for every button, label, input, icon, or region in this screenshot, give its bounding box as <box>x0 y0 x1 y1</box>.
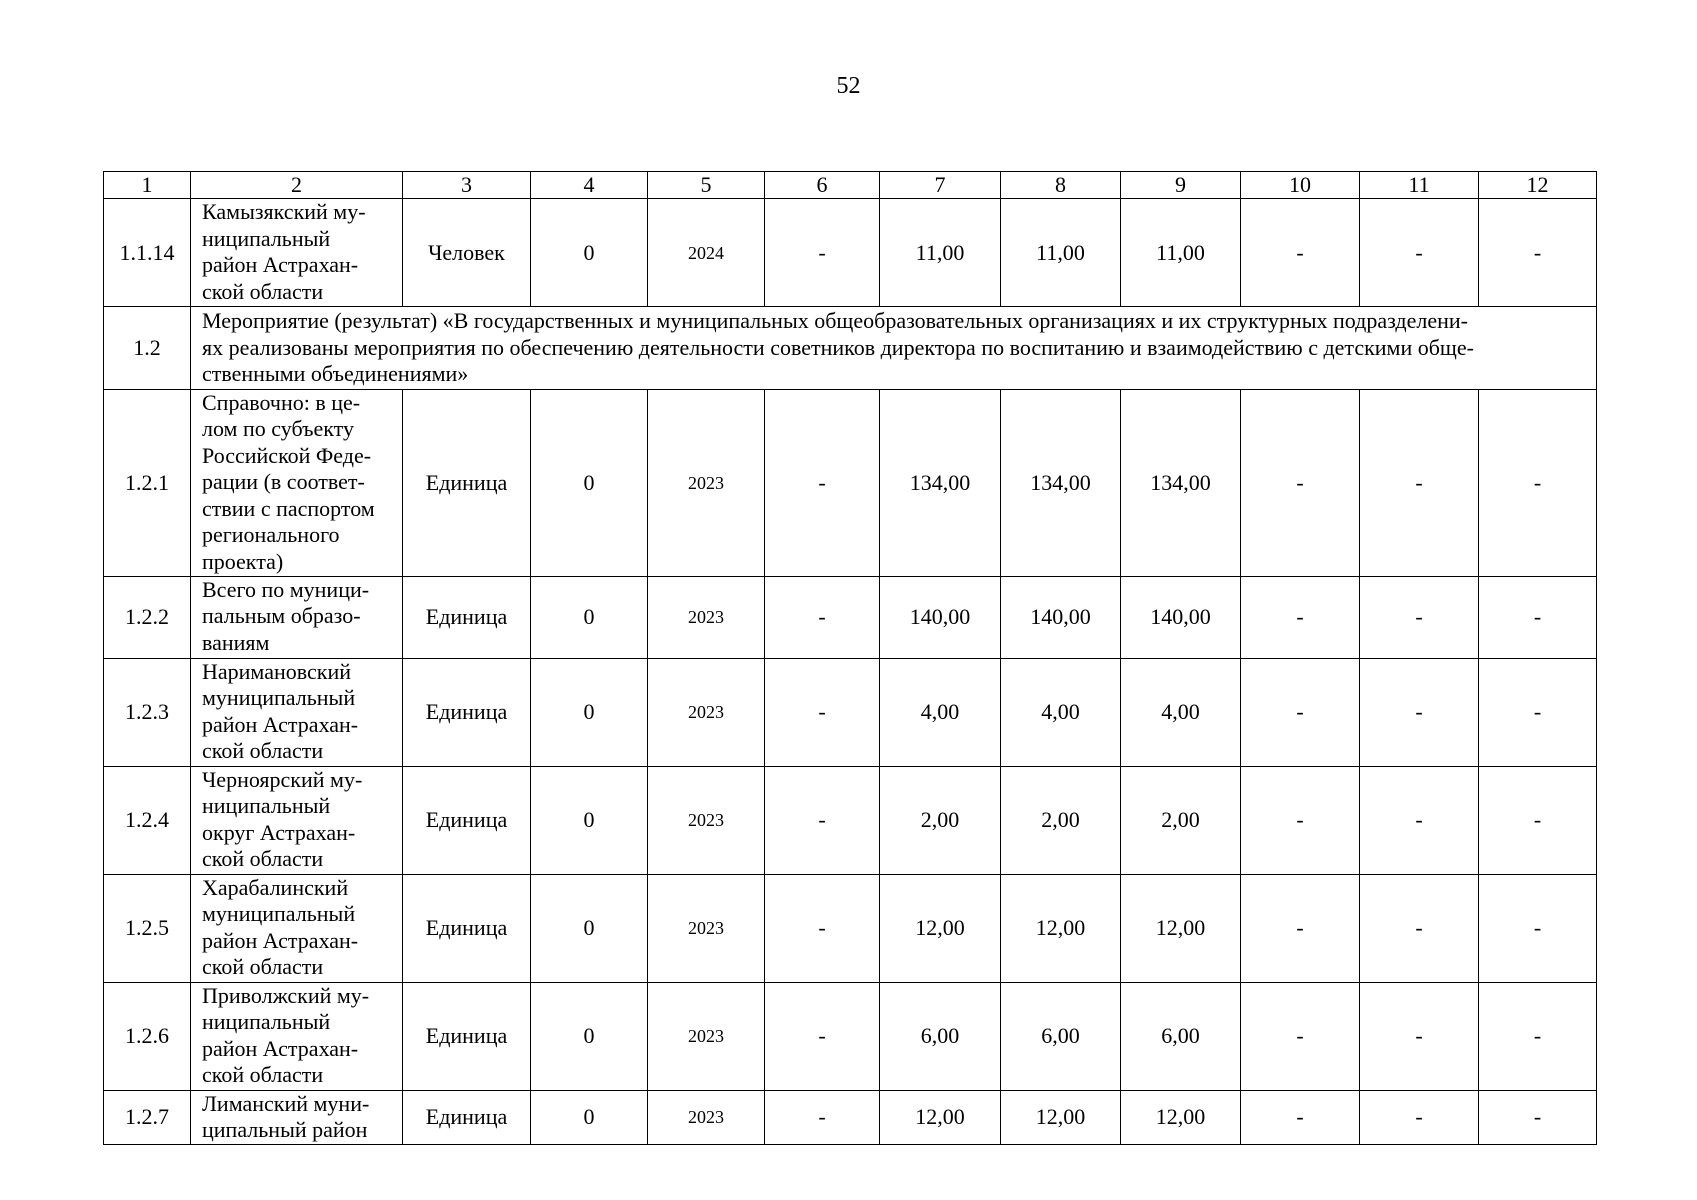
col7-value-cell: 11,00 <box>880 199 1001 307</box>
table-row <box>104 389 1597 576</box>
row-number-cell: 1.1.14 <box>104 199 191 307</box>
base-value-cell: 0 <box>531 389 648 576</box>
unit-cell: Единица <box>403 389 531 576</box>
unit-cell: Человек <box>403 199 531 307</box>
col9-value-cell: 6,00 <box>1121 982 1241 1090</box>
col8-value-cell: 4,00 <box>1001 658 1121 766</box>
column-number-row <box>104 172 1597 199</box>
row-number-cell: 1.2.4 <box>104 766 191 874</box>
col6-cell: - <box>765 982 880 1090</box>
base-value-cell: 0 <box>531 199 648 307</box>
col6-cell: - <box>765 874 880 982</box>
unit-cell: Единица <box>403 766 531 874</box>
col6-cell: - <box>765 389 880 576</box>
col12-cell: - <box>1479 982 1597 1090</box>
row-number-cell: 1.2.5 <box>104 874 191 982</box>
table-row <box>104 982 1597 1090</box>
table-row <box>104 576 1597 658</box>
col9-value-cell: 2,00 <box>1121 766 1241 874</box>
page-number: 52 <box>836 73 861 99</box>
col12-cell: - <box>1479 199 1597 307</box>
col10-cell: - <box>1241 766 1360 874</box>
indicator-name-cell: Лиманский муни- ципальный район <box>191 1090 403 1144</box>
col7-value-cell: 134,00 <box>880 389 1001 576</box>
col8-value-cell: 12,00 <box>1001 874 1121 982</box>
unit-cell: Единица <box>403 576 531 658</box>
col12-cell: - <box>1479 389 1597 576</box>
col7-value-cell: 4,00 <box>880 658 1001 766</box>
column-number: 12 <box>1479 172 1597 199</box>
unit-cell: Единица <box>403 874 531 982</box>
row-number-cell: 1.2.7 <box>104 1090 191 1144</box>
col7-value-cell: 6,00 <box>880 982 1001 1090</box>
indicator-name-cell: Приволжский му- ниципальный район Астрахан- ской области <box>191 982 403 1090</box>
col12-cell: - <box>1479 874 1597 982</box>
indicator-name-cell: Камызякский му- ниципальный район Астрахан- ской области <box>191 199 403 307</box>
col8-value-cell: 6,00 <box>1001 982 1121 1090</box>
column-number: 1 <box>104 172 191 199</box>
column-number: 11 <box>1360 172 1479 199</box>
col10-cell: - <box>1241 199 1360 307</box>
indicator-name-cell: Всего по муници- пальным образо- ваниям <box>191 576 403 658</box>
col8-value-cell: 134,00 <box>1001 389 1121 576</box>
table-row <box>104 766 1597 874</box>
column-number: 6 <box>765 172 880 199</box>
col6-cell: - <box>765 658 880 766</box>
table-row <box>104 199 1597 307</box>
base-year-cell: 2023 <box>648 1090 765 1144</box>
indicator-name-cell: Черноярский му- ниципальный округ Астрахан- ской области <box>191 766 403 874</box>
table-row <box>104 874 1597 982</box>
col9-value-cell: 140,00 <box>1121 576 1241 658</box>
col11-cell: - <box>1360 766 1479 874</box>
col10-cell: - <box>1241 658 1360 766</box>
column-number: 4 <box>531 172 648 199</box>
col6-cell: - <box>765 199 880 307</box>
col8-value-cell: 2,00 <box>1001 766 1121 874</box>
row-number-cell: 1.2.6 <box>104 982 191 1090</box>
col6-cell: - <box>765 1090 880 1144</box>
col11-cell: - <box>1360 1090 1479 1144</box>
col10-cell: - <box>1241 1090 1360 1144</box>
col12-cell: - <box>1479 1090 1597 1144</box>
column-number: 8 <box>1001 172 1121 199</box>
col10-cell: - <box>1241 576 1360 658</box>
column-number: 10 <box>1241 172 1360 199</box>
unit-cell: Единица <box>403 1090 531 1144</box>
col11-cell: - <box>1360 982 1479 1090</box>
section-title-cell: Мероприятие (результат) «В государственных и муниципальных общеобразовательных организациях и их структурных подразделени- ях реализованы мероприятия по обеспечению деятельности советников директора по воспитанию и взаимодействию с детскими обще- ственными объединениями» <box>191 307 1597 390</box>
row-number-cell: 1.2.2 <box>104 576 191 658</box>
col10-cell: - <box>1241 982 1360 1090</box>
unit-cell: Единица <box>403 982 531 1090</box>
base-year-cell: 2023 <box>648 874 765 982</box>
col12-cell: - <box>1479 658 1597 766</box>
section-row <box>104 307 1597 390</box>
col7-value-cell: 12,00 <box>880 874 1001 982</box>
indicator-name-cell: Харабалинский муниципальный район Астрахан- ской области <box>191 874 403 982</box>
row-number-cell: 1.2.1 <box>104 389 191 576</box>
column-number: 2 <box>191 172 403 199</box>
col10-cell: - <box>1241 389 1360 576</box>
col7-value-cell: 2,00 <box>880 766 1001 874</box>
col9-value-cell: 11,00 <box>1121 199 1241 307</box>
base-year-cell: 2023 <box>648 389 765 576</box>
col8-value-cell: 11,00 <box>1001 199 1121 307</box>
col11-cell: - <box>1360 389 1479 576</box>
col9-value-cell: 12,00 <box>1121 1090 1241 1144</box>
base-year-cell: 2023 <box>648 766 765 874</box>
row-number-cell: 1.2.3 <box>104 658 191 766</box>
indicator-name-cell: Справочно: в це- лом по субъекту Российской Феде- рации (в соответ- ствии с паспортом регионального проекта) <box>191 389 403 576</box>
base-year-cell: 2024 <box>648 199 765 307</box>
unit-cell: Единица <box>403 658 531 766</box>
col9-value-cell: 134,00 <box>1121 389 1241 576</box>
col7-value-cell: 12,00 <box>880 1090 1001 1144</box>
column-number: 7 <box>880 172 1001 199</box>
column-number: 9 <box>1121 172 1241 199</box>
col11-cell: - <box>1360 199 1479 307</box>
table-row <box>104 658 1597 766</box>
col9-value-cell: 12,00 <box>1121 874 1241 982</box>
base-value-cell: 0 <box>531 576 648 658</box>
col10-cell: - <box>1241 874 1360 982</box>
table-row <box>104 1090 1597 1144</box>
base-value-cell: 0 <box>531 766 648 874</box>
col6-cell: - <box>765 766 880 874</box>
indicator-table <box>103 171 1597 1145</box>
col11-cell: - <box>1360 874 1479 982</box>
col12-cell: - <box>1479 766 1597 874</box>
column-number: 5 <box>648 172 765 199</box>
base-value-cell: 0 <box>531 1090 648 1144</box>
base-year-cell: 2023 <box>648 982 765 1090</box>
col8-value-cell: 12,00 <box>1001 1090 1121 1144</box>
col7-value-cell: 140,00 <box>880 576 1001 658</box>
col11-cell: - <box>1360 576 1479 658</box>
base-year-cell: 2023 <box>648 576 765 658</box>
col6-cell: - <box>765 576 880 658</box>
base-value-cell: 0 <box>531 658 648 766</box>
base-year-cell: 2023 <box>648 658 765 766</box>
col11-cell: - <box>1360 658 1479 766</box>
base-value-cell: 0 <box>531 874 648 982</box>
row-number-cell: 1.2 <box>104 307 191 390</box>
col8-value-cell: 140,00 <box>1001 576 1121 658</box>
indicator-name-cell: Наримановский муниципальный район Астрахан- ской области <box>191 658 403 766</box>
col12-cell: - <box>1479 576 1597 658</box>
column-number: 3 <box>403 172 531 199</box>
col9-value-cell: 4,00 <box>1121 658 1241 766</box>
base-value-cell: 0 <box>531 982 648 1090</box>
